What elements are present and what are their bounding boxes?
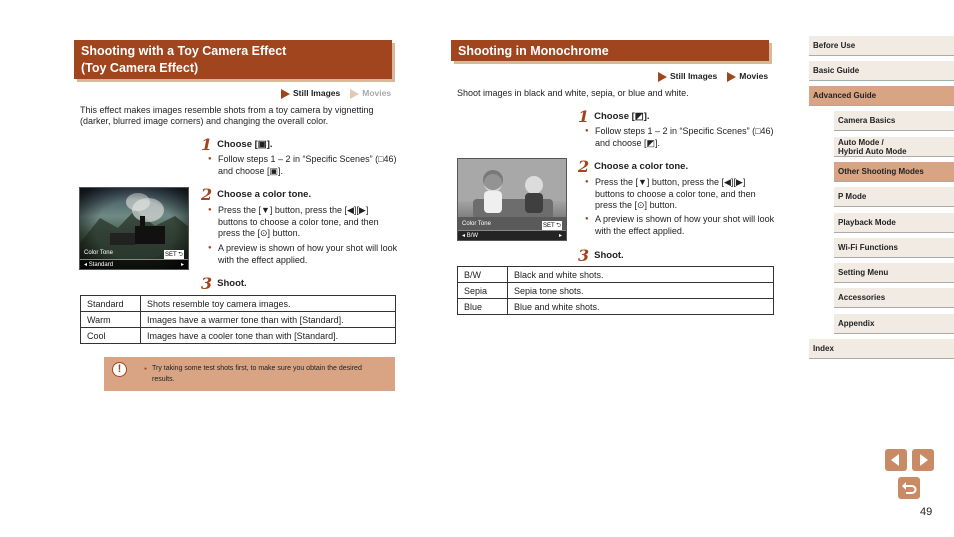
nav-appendix[interactable]: Appendix: [834, 314, 954, 334]
nav-playback-mode[interactable]: Playback Mode: [834, 213, 954, 233]
table-row: [458, 267, 774, 283]
mode-still-images: Still Images: [670, 71, 718, 81]
step-1-left: [201, 135, 273, 154]
arrow-right-icon: [350, 89, 359, 99]
page-number: 49: [920, 506, 933, 518]
step-1-bullet-left: ● Follow steps 1 – 2 in “Specific Scenes” (□46) and choose [▣].: [208, 154, 398, 177]
step-number: 1: [578, 107, 590, 126]
mode-movies: Movies: [739, 71, 769, 81]
arrow-right-icon: [658, 72, 667, 82]
intro-text-left: This effect makes images resemble shots from a toy camera by vignetting (darker, blurred image corners) and changing the overall color.: [80, 105, 374, 126]
osd-set-button: SET ⮌: [542, 223, 561, 229]
step-label: Choose a color tone.: [217, 189, 312, 200]
step-1-mid: [578, 107, 650, 126]
table-row: [81, 296, 396, 312]
table-cell-name: Warm: [81, 312, 141, 328]
arrow-right-icon: [727, 72, 736, 82]
monochrome-preview-image: [457, 158, 567, 241]
toy-camera-preview-image: [79, 187, 189, 270]
table-cell-desc: Shots resemble toy camera images.: [141, 296, 396, 312]
table-row: [458, 299, 774, 315]
step-2-mid: [578, 157, 688, 176]
table-row: [81, 312, 396, 328]
mode-indicators-left: [281, 88, 391, 99]
osd-value: Standard: [88, 262, 114, 268]
table-cell-name: Blue: [458, 299, 508, 315]
nav-p-mode[interactable]: P Mode: [834, 187, 954, 207]
osd-set-button: SET ⮌: [164, 252, 183, 258]
nav-setting-menu[interactable]: Setting Menu: [834, 263, 954, 283]
table-row: [458, 283, 774, 299]
page-title-toy-camera: [74, 40, 392, 79]
step-2-bullet-2-mid: ● A preview is shown of how your shot will look with the effect applied.: [585, 214, 775, 237]
osd-value: B/W: [466, 233, 479, 239]
step-3-left: [201, 274, 247, 293]
table-cell-name: Cool: [81, 328, 141, 344]
return-icon: [898, 477, 920, 499]
osd-value-row: ◂ B/W ▸: [458, 230, 566, 240]
nav-wifi-functions[interactable]: Wi-Fi Functions: [834, 238, 954, 258]
step-2-bullet-1-mid: ● Press the [▼] button, press the [◀][▶] buttons to choose a color tone, and then press the [⊙] button.: [585, 177, 775, 212]
title-line-1: Shooting with a Toy Camera Effect: [81, 44, 287, 58]
step-label: Choose a color tone.: [594, 161, 689, 172]
step-number: 3: [201, 274, 213, 293]
step-label: Shoot.: [217, 278, 247, 289]
mode-movies: Movies: [362, 88, 392, 98]
osd-value-row: ◂ Standard ▸: [80, 259, 188, 269]
step-3-mid: [578, 246, 624, 265]
step-number: 2: [578, 157, 590, 176]
step-2-bullet-2-left: ● A preview is shown of how your shot will look with the effect applied.: [208, 243, 398, 266]
caution-box: [104, 357, 395, 391]
step-number: 1: [201, 135, 213, 154]
table-cell-desc: Sepia tone shots.: [508, 283, 774, 299]
color-tone-table-mid: [457, 266, 774, 315]
caution-text: ● Try taking some test shots first, to make sure you obtain the desired results.: [144, 364, 384, 385]
nav-before-use[interactable]: Before Use: [809, 36, 954, 56]
nav-camera-basics[interactable]: Camera Basics: [834, 111, 954, 131]
nav-advanced-guide[interactable]: Advanced Guide: [809, 86, 954, 106]
step-number: 2: [201, 185, 213, 204]
osd-color-tone-label: Color Tone: [462, 221, 491, 227]
nav-auto-mode-line-2: Hybrid Auto Mode: [838, 147, 907, 156]
step-2-bullet-1-left: ● Press the [▼] button, press the [◀][▶] buttons to choose a color tone, and then press the [⊙] button.: [208, 205, 398, 240]
nav-other-shooting-modes[interactable]: Other Shooting Modes: [834, 162, 954, 182]
arrow-right-icon: [912, 449, 934, 471]
nav-index[interactable]: Index: [809, 339, 954, 359]
arrow-left-icon: [885, 449, 907, 471]
osd-color-tone-label: Color Tone: [84, 250, 113, 256]
nav-auto-mode[interactable]: [834, 137, 954, 157]
table-cell-desc: Images have a warmer tone than with [Standard].: [141, 312, 396, 328]
step-label: Choose [◩].: [594, 111, 650, 122]
table-cell-name: Standard: [81, 296, 141, 312]
prev-page-button[interactable]: [885, 449, 907, 471]
nav-auto-mode-line-1: Auto Mode /: [838, 138, 884, 147]
title-text: Shooting in Monochrome: [458, 44, 609, 58]
page-title-monochrome: [451, 40, 769, 61]
color-tone-table-left: [80, 295, 396, 344]
table-cell-desc: Images have a cooler tone than with [Standard].: [141, 328, 396, 344]
mode-indicators-mid: [658, 71, 768, 82]
intro-text-mid: Shoot images in black and white, sepia, or blue and white.: [457, 88, 689, 98]
nav-accessories[interactable]: Accessories: [834, 288, 954, 308]
table-row: [81, 328, 396, 344]
nav-basic-guide[interactable]: Basic Guide: [809, 61, 954, 81]
title-line-2: (Toy Camera Effect): [81, 61, 199, 75]
next-page-button[interactable]: [912, 449, 934, 471]
return-button[interactable]: [898, 477, 920, 499]
step-label: Choose [▣].: [217, 139, 273, 150]
mode-still-images: Still Images: [293, 88, 341, 98]
table-cell-desc: Blue and white shots.: [508, 299, 774, 315]
table-cell-name: B/W: [458, 267, 508, 283]
step-number: 3: [578, 246, 590, 265]
step-label: Shoot.: [594, 250, 624, 261]
arrow-right-icon: [281, 89, 290, 99]
table-cell-desc: Black and white shots.: [508, 267, 774, 283]
step-2-left: [201, 185, 311, 204]
table-cell-name: Sepia: [458, 283, 508, 299]
caution-icon: !: [112, 362, 127, 377]
step-1-bullet-mid: ● Follow steps 1 – 2 in “Specific Scenes” (□46) and choose [◩].: [585, 126, 775, 149]
